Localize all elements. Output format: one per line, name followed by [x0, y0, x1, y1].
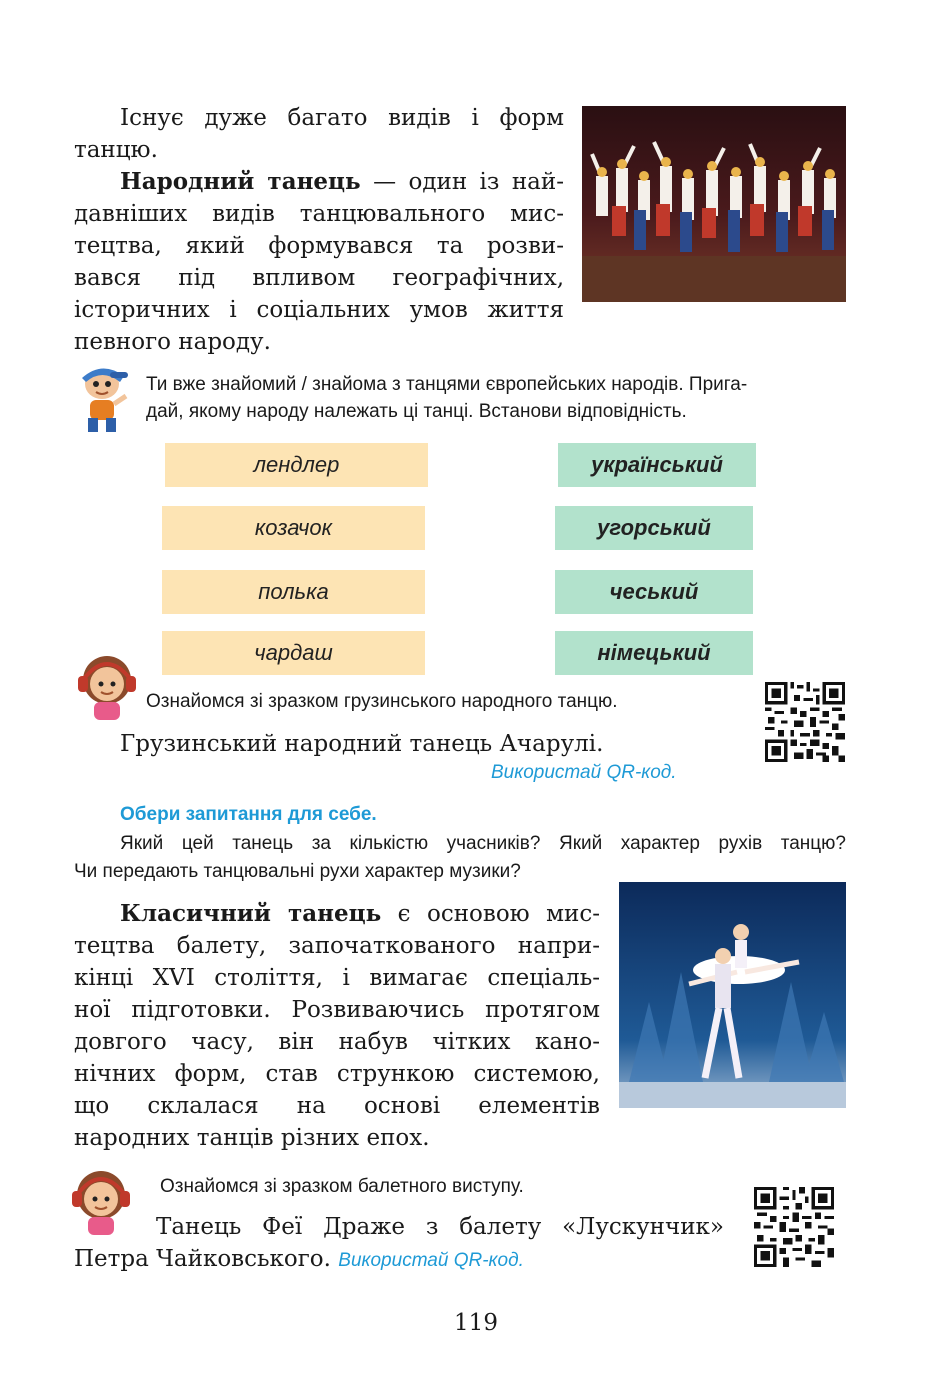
classic-line-2: тецтва балету, започаткованого напри- [74, 933, 600, 959]
folk-dance-term: Народний танець [120, 168, 361, 195]
questions-line-2: Чи передають танцювальні рухи характер музики? [74, 861, 521, 882]
ballet-task-text: Ознайомся зі зразком балетного виступу. [160, 1176, 524, 1197]
questions-heading: Обери запитання для себе. [120, 804, 377, 825]
dance-box-polka[interactable]: полька [162, 570, 425, 614]
nation-box-ukrainian[interactable]: український [558, 443, 756, 487]
folk-dance-paragraph [74, 166, 564, 358]
girl-headphones-icon [74, 650, 140, 724]
ballet-qr-code-icon[interactable] [754, 1187, 834, 1267]
classic-line-6: нічних форм, став стрункою системою, [74, 1061, 600, 1087]
folk-line-1: Народний танець — один із най- [120, 168, 564, 195]
ballet-line-1: Танець Феї Драже з балету «Лускунчик» [156, 1214, 724, 1240]
classic-dance-term: Класичний танець [120, 900, 382, 927]
folk-dance-photo [582, 106, 846, 302]
folk-line-3: тецтва, який формувався та розви- [74, 233, 564, 259]
intro-line-1: Існує дуже багато видів і форм [120, 105, 564, 131]
intro-paragraph [74, 102, 564, 166]
folk-line-4: вався під впливом географічних, [74, 265, 564, 291]
ballet-qr-hint[interactable]: Використай QR-код. [338, 1250, 524, 1271]
questions-line-1: Який цей танець за кількістю учасників? Який характер рухів танцю? [120, 833, 846, 854]
nation-box-hungarian[interactable]: угорський [555, 506, 753, 550]
classic-line-5: довгого часу, він набув чітких кано- [74, 1029, 600, 1055]
georgian-qr-hint[interactable]: Використай QR-код. [491, 762, 677, 783]
classic-line-1: Класичний танець є основою мис- [120, 900, 601, 927]
matching-task-line-1: Ти вже знайомий / знайома з танцями європейських народів. Прига- [146, 374, 748, 395]
georgian-qr-code-icon[interactable] [765, 682, 845, 762]
folk-line-6: певного народу. [74, 329, 271, 355]
matching-task-line-2: дай, якому народу належать ці танці. Встанови відповідність. [146, 401, 687, 422]
folk-line-5: історичних і соціальних умов життя [74, 297, 564, 323]
classic-line-8: народних танців різних епох. [74, 1125, 430, 1151]
nation-box-czech[interactable]: чеський [555, 570, 753, 614]
classic-line-4: ної підготовки. Розвиваючись протягом [74, 997, 600, 1023]
classic-dance-paragraph [74, 898, 600, 1154]
matching-task-text [146, 371, 846, 425]
classic-line-3: кінці XVI століття, і вимагає спеціаль- [74, 965, 600, 991]
georgian-task-text: Ознайомся зі зразком грузинського народного танцю. [146, 691, 618, 712]
folk-line-2: давніших видів танцювального мис- [74, 201, 564, 227]
classic-line-7: що склалася на основі елементів [74, 1093, 600, 1119]
dance-box-csardas[interactable]: чардаш [162, 631, 425, 675]
dance-box-landler[interactable]: лендлер [165, 443, 428, 487]
georgian-dance-title: Грузинський народний танець Ачарулі. [120, 731, 604, 757]
nation-box-german[interactable]: німецький [555, 631, 753, 675]
boy-character-icon [74, 362, 134, 434]
page-number: 119 [454, 1310, 498, 1336]
ballet-line-2: Петра Чайковського. Використай QR-код. [74, 1246, 524, 1272]
intro-line-2: танцю. [74, 137, 158, 163]
dance-box-kozachok[interactable]: козачок [162, 506, 425, 550]
questions-paragraph [74, 830, 846, 886]
ballet-photo [619, 882, 846, 1108]
ballet-paragraph [74, 1211, 724, 1275]
